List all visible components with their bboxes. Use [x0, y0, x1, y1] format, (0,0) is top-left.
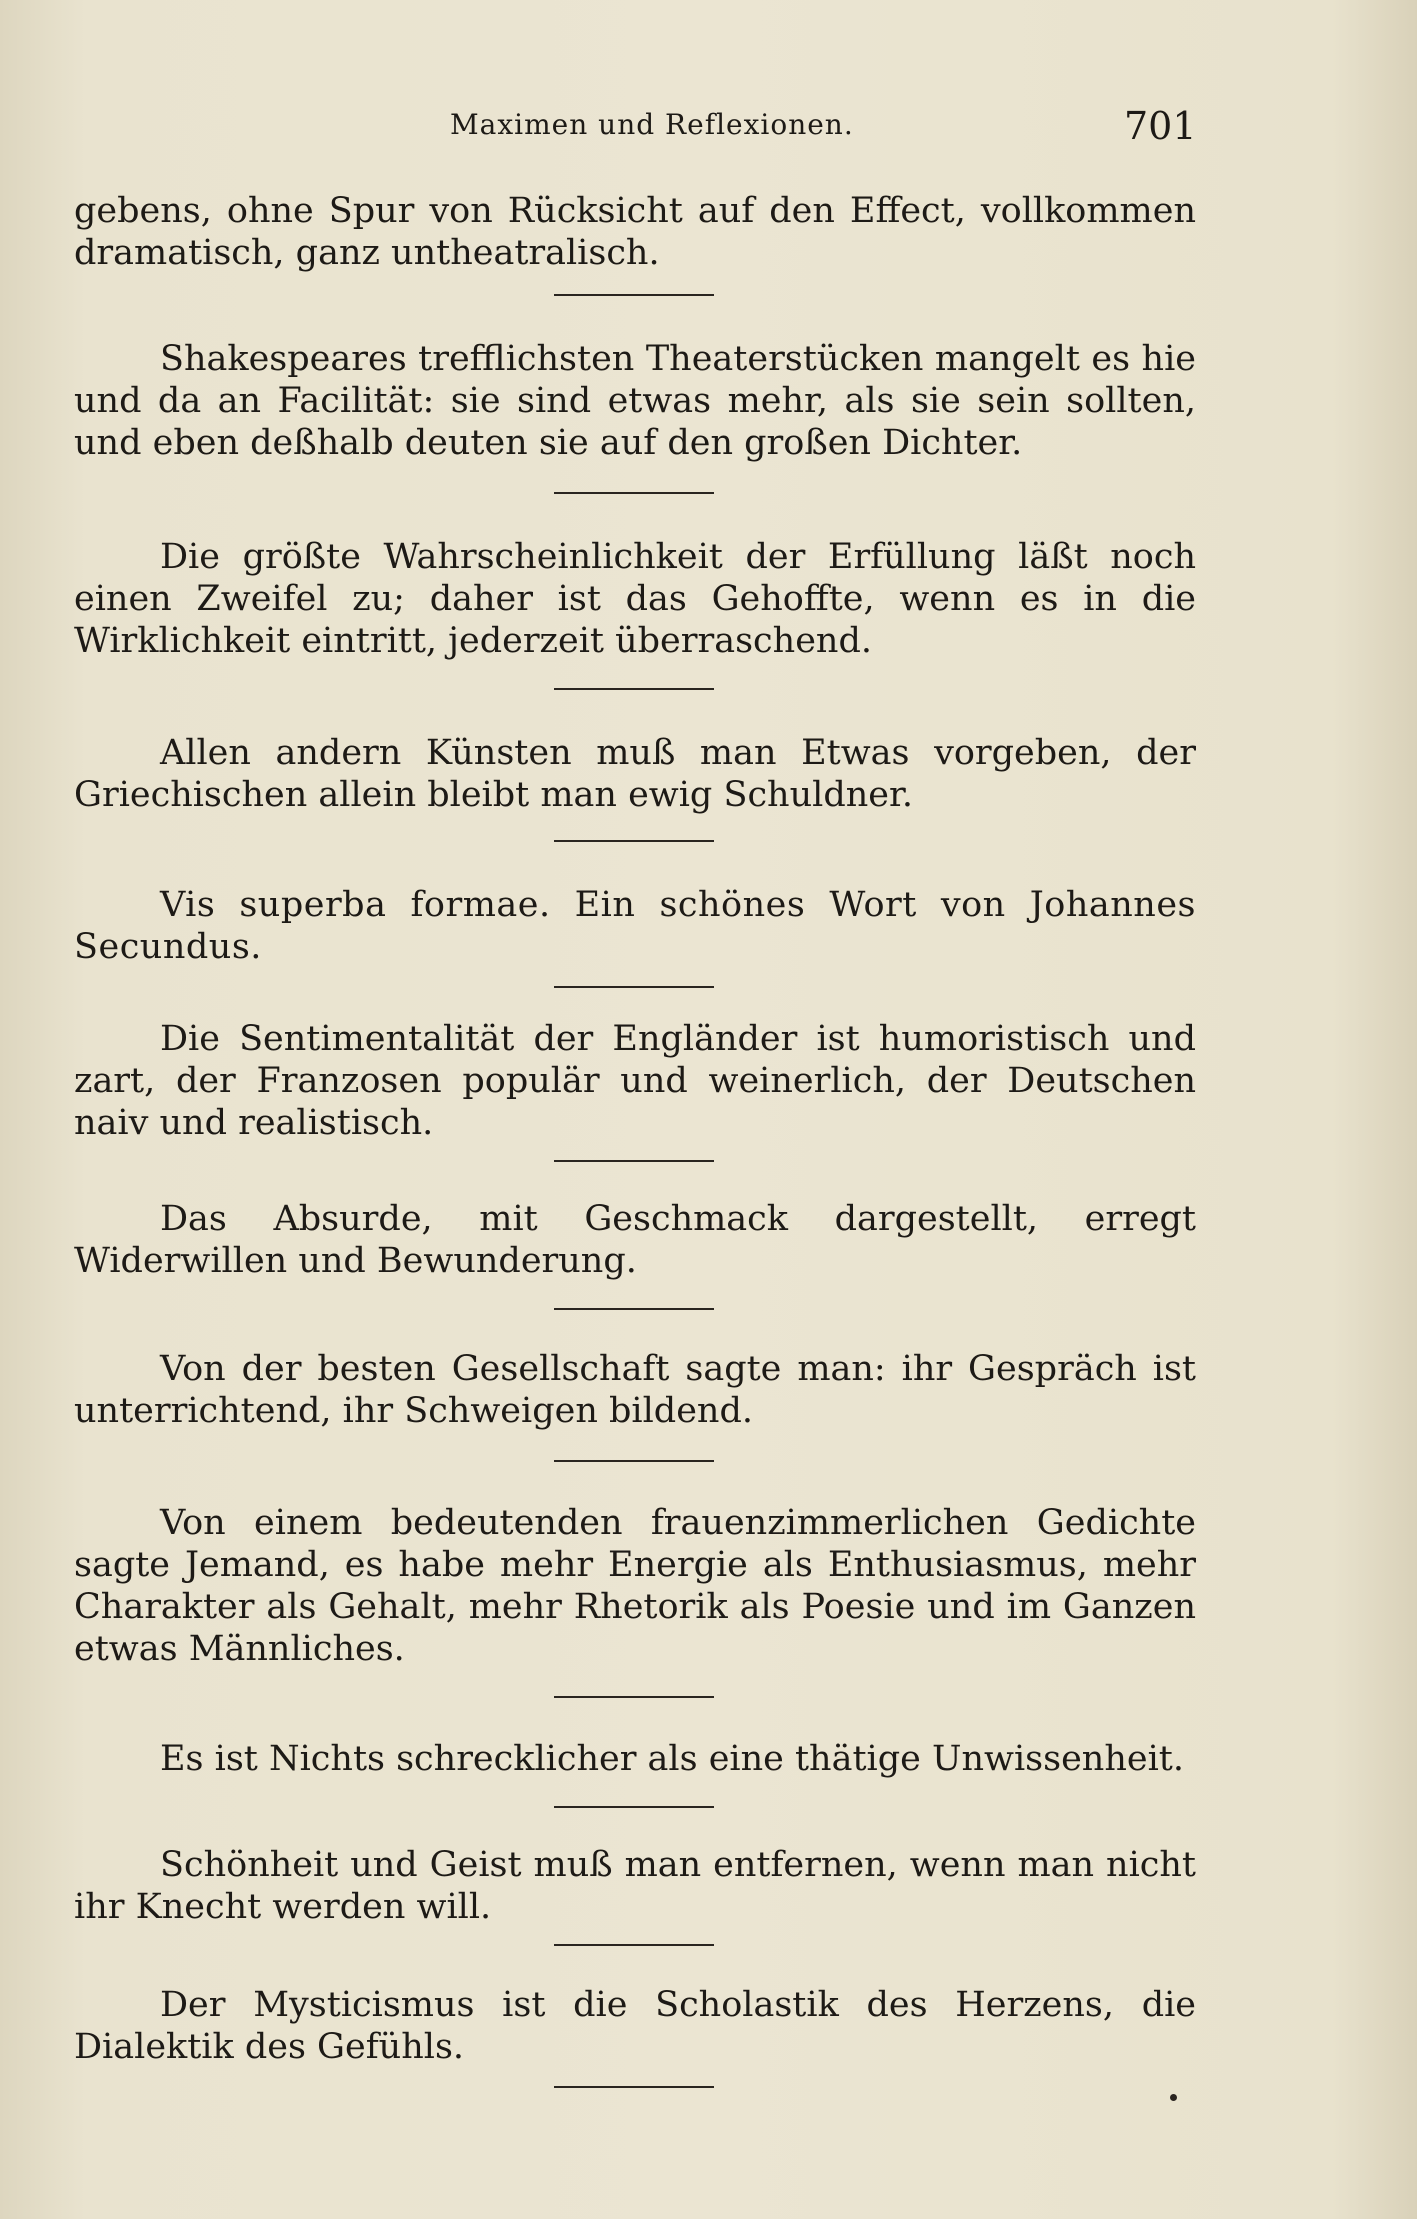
maxim-absurde: Das Absurde, mit Geschmack dargestellt, erregt Widerwillen und Bewunderung.	[74, 1199, 1196, 1281]
running-title: Maximen und Reflexionen.	[450, 108, 854, 141]
maxim-vis-superba: Vis superba formae. Ein schönes Wort von Johannes Secundus.	[74, 885, 1196, 967]
maxim-mysticismus: Der Mysticismus ist die Scholastik des Herzens, die Dialektik des Gefühls.	[74, 1985, 1196, 2067]
maxim-schoenheit: Schönheit und Geist muß man entfernen, wenn man nicht ihr Knecht werden will.	[74, 1845, 1196, 1927]
maxim-wahrscheinlichkeit: Die größte Wahrscheinlichkeit der Erfüllung läßt noch einen Zweifel zu; daher ist das Gehoffte, wenn es in die Wirklichkeit eintritt, jederzeit überraschend.	[74, 537, 1196, 661]
section-rule	[554, 1806, 714, 1808]
maxim-kuenste: Allen andern Künsten muß man Etwas vorgeben, der Griechischen allein bleibt man ewig Schuldner.	[74, 733, 1196, 815]
maxim-unwissenheit: Es ist Nichts schrecklicher als eine thätige Unwissenheit.	[160, 1739, 1184, 1779]
section-rule	[554, 1160, 714, 1162]
section-rule	[554, 688, 714, 690]
section-rule	[554, 492, 714, 494]
maxim-gesellschaft: Von der besten Gesellschaft sagte man: ihr Gespräch ist unterrichtend, ihr Schweigen bildend.	[74, 1349, 1196, 1431]
page-number: 701	[1124, 104, 1197, 148]
ink-dot	[1170, 2094, 1177, 2101]
section-rule	[554, 1308, 714, 1310]
page-body	[74, 190, 1196, 2088]
running-head	[0, 104, 1417, 158]
section-rule	[554, 840, 714, 842]
paragraph-continuation: gebens, ohne Spur von Rücksicht auf den Effect, vollkommen dramatisch, ganz untheatralisch.	[74, 191, 1196, 273]
maxim-shakespeare: Shakespeares trefflichsten Theaterstücken mangelt es hie und da an Facilität: sie sind etwas mehr, als sie sein sollten, und eben deßhalb deuten sie auf den großen Dichter.	[74, 339, 1196, 463]
section-rule	[554, 294, 714, 296]
section-rule	[554, 2086, 714, 2088]
section-rule	[554, 1944, 714, 1946]
maxim-gedichte: Von einem bedeutenden frauenzimmerlichen Gedichte sagte Jemand, es habe mehr Energie als Enthusiasmus, mehr Charakter als Gehalt, mehr Rhetorik als Poesie und im Ganzen etwas Männliches.	[74, 1503, 1196, 1669]
section-rule	[554, 1460, 714, 1462]
maxim-sentimentalitaet: Die Sentimentalität der Engländer ist humoristisch und zart, der Franzosen populär und weinerlich, der Deutschen naiv und realistisch.	[74, 1019, 1196, 1143]
section-rule	[554, 1696, 714, 1698]
section-rule	[554, 986, 714, 988]
